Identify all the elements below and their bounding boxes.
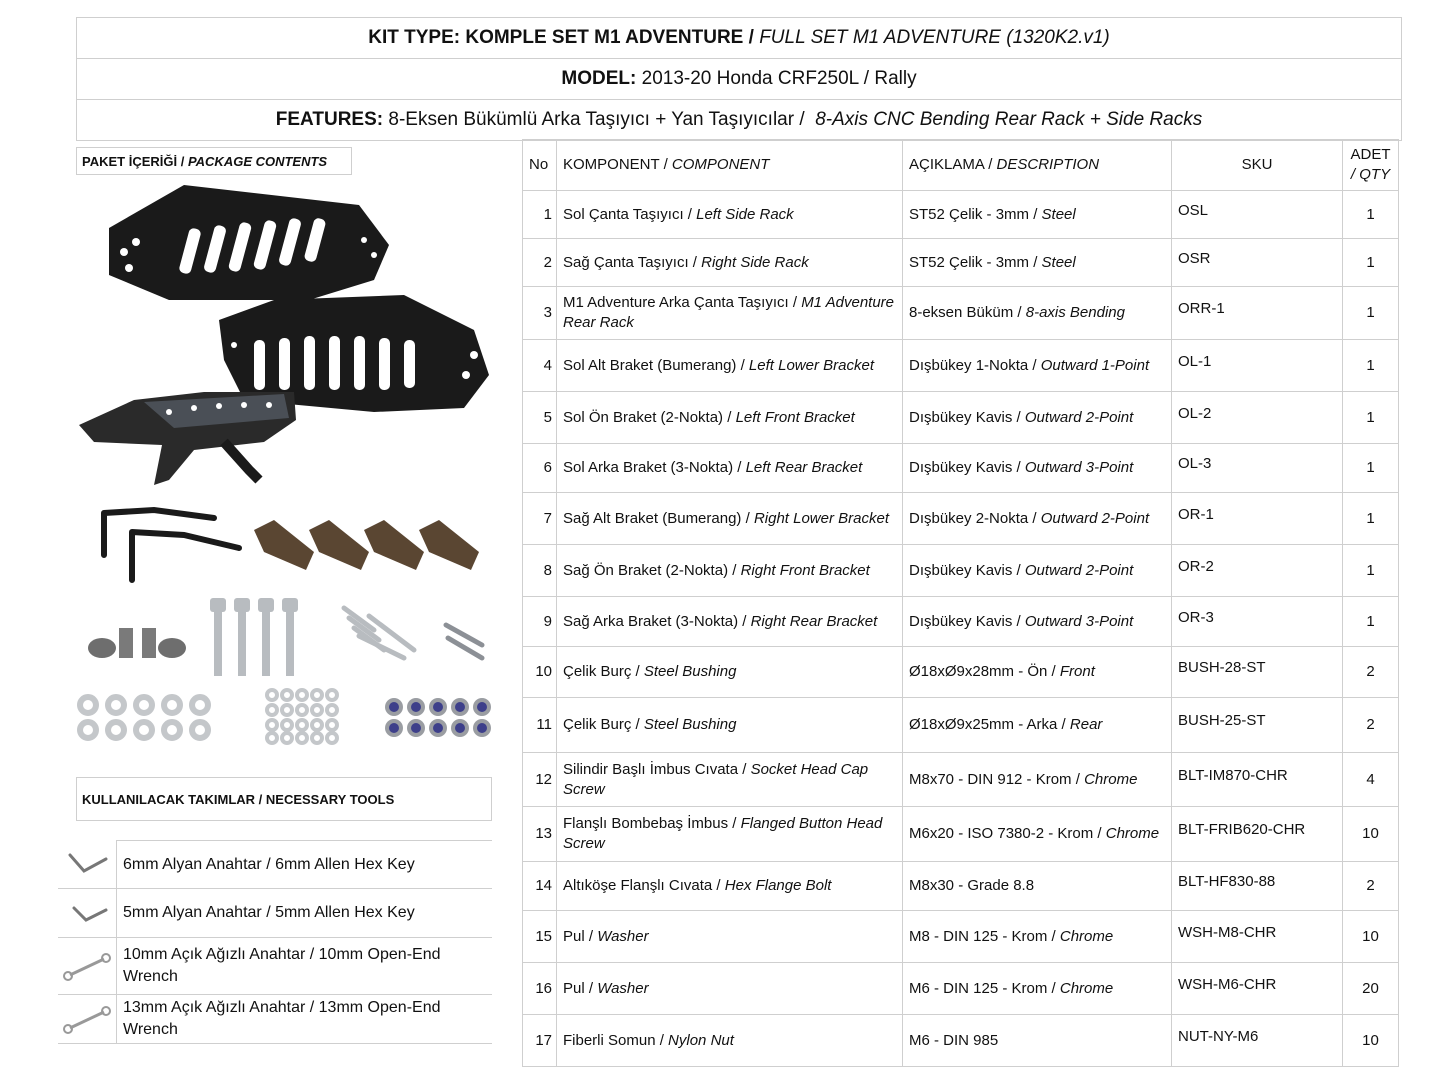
description-tr: M6 - DIN 985 (909, 1031, 999, 1049)
component-cell (557, 862, 903, 911)
component-en: Right Rear Bracket (750, 612, 878, 630)
row-number: 8 (523, 545, 557, 597)
sku-cell: OL-1 (1172, 340, 1343, 392)
kit-header (76, 17, 1402, 141)
description-cell (903, 340, 1172, 392)
sku-cell: OSR (1172, 239, 1343, 287)
component-cell (557, 647, 903, 698)
component-tr: Çelik Burç / (563, 663, 640, 680)
description-cell (903, 392, 1172, 444)
model-row (77, 59, 1401, 100)
table-row (523, 287, 1399, 340)
table-row (523, 647, 1399, 698)
component-en: Flanged Button Head Screw (563, 815, 883, 852)
component-en: Right Side Rack (701, 253, 809, 271)
description-tr: M8x70 - DIN 912 - Krom / (909, 770, 1080, 788)
description-cell (903, 698, 1172, 753)
wrench-icon (58, 938, 116, 994)
features-row (77, 100, 1401, 140)
features-label: FEATURES: (275, 109, 384, 130)
component-cell (557, 287, 903, 340)
description-tr: M8x30 - Grade 8.8 (909, 877, 1035, 894)
component-cell (557, 444, 903, 493)
component-en: Washer (597, 979, 649, 997)
m8-washers-image (80, 697, 208, 738)
component-tr: Sol Alt Braket (Bumerang) / (563, 356, 745, 374)
package-title-tr: PAKET İÇERİĞİ / (82, 153, 185, 169)
component-en: Socket Head Cap Screw (563, 760, 869, 798)
row-number: 3 (523, 287, 557, 340)
tool-label: 6mm Alyan Anahtar / 6mm Allen Hex Key (116, 840, 492, 888)
description-cell (903, 493, 1172, 545)
component-cell (557, 493, 903, 545)
hex-flange-bolts-image (446, 625, 482, 658)
qty-cell: 1 (1343, 444, 1399, 493)
component-en: M1 Adventure Rear Rack (563, 294, 895, 331)
description-cell (903, 444, 1172, 493)
qty-cell: 2 (1343, 647, 1399, 698)
component-tr: Sol Çanta Taşıyıcı / (563, 205, 692, 223)
row-number: 4 (523, 340, 557, 392)
table-row (523, 753, 1399, 807)
left-side-rack-image (109, 185, 389, 300)
description-cell (903, 647, 1172, 698)
lower-brackets-image (104, 510, 239, 580)
model-label: MODEL: (561, 68, 637, 89)
table-row (523, 392, 1399, 444)
component-en: Left Lower Bracket (748, 356, 874, 374)
component-tr: Sol Ön Braket (2-Nokta) / (563, 408, 732, 426)
description-tr: Dışbükey 1-Nokta / (909, 356, 1037, 374)
model-value: 2013-20 Honda CRF250L / Rally (641, 68, 917, 89)
qty-cell: 10 (1343, 807, 1399, 862)
description-tr: Dışbükey Kavis / (909, 612, 1021, 630)
description-cell (903, 1015, 1172, 1067)
component-cell (557, 597, 903, 647)
bushings-image (88, 628, 186, 658)
table-row (523, 963, 1399, 1015)
description-en: Outward 2-Point (1024, 408, 1134, 426)
component-tr: Silindir Başlı İmbus Cıvata / (563, 760, 747, 778)
component-cell (557, 911, 903, 963)
sku-cell: OR-2 (1172, 545, 1343, 597)
qty-cell: 1 (1343, 597, 1399, 647)
row-number: 12 (523, 753, 557, 807)
description-en: Rear (1069, 716, 1103, 733)
qty-cell: 1 (1343, 493, 1399, 545)
component-en: Steel Bushing (643, 716, 737, 733)
row-number: 10 (523, 647, 557, 698)
description-tr: ST52 Çelik - 3mm / (909, 253, 1038, 271)
table-row (523, 597, 1399, 647)
row-number: 17 (523, 1015, 557, 1067)
tool-item (58, 995, 492, 1044)
qty-cell: 1 (1343, 545, 1399, 597)
component-cell (557, 1015, 903, 1067)
component-tr: Sağ Alt Braket (Bumerang) / (563, 509, 750, 527)
description-cell (903, 862, 1172, 911)
description-en: Chrome (1084, 770, 1138, 788)
table-row (523, 807, 1399, 862)
table-header-row (523, 140, 1399, 191)
component-en: Left Rear Bracket (745, 459, 863, 476)
description-tr: ST52 Çelik - 3mm / (909, 205, 1038, 223)
button-head-screws-image (344, 608, 414, 658)
description-tr: Dışbükey Kavis / (909, 408, 1021, 426)
component-tr: Pul / (563, 927, 594, 945)
component-cell (557, 698, 903, 753)
row-number: 13 (523, 807, 557, 862)
row-number: 7 (523, 493, 557, 545)
description-en: Chrome (1105, 825, 1160, 842)
sku-cell: WSH-M8-CHR (1172, 911, 1343, 963)
table-row (523, 444, 1399, 493)
description-header: AÇIKLAMA / DESCRIPTION (903, 140, 1172, 191)
description-cell (903, 545, 1172, 597)
sku-cell: ORR-1 (1172, 287, 1343, 340)
sku-cell: OL-3 (1172, 444, 1343, 493)
row-number: 5 (523, 392, 557, 444)
wrench-icon (58, 995, 116, 1043)
description-tr: M6x20 - ISO 7380-2 - Krom / (909, 825, 1102, 842)
table-row (523, 1015, 1399, 1067)
tool-label: 5mm Alyan Anahtar / 5mm Allen Hex Key (116, 889, 492, 937)
tool-item (58, 938, 492, 995)
component-en: Left Front Bracket (735, 408, 855, 426)
tools-list (58, 840, 492, 1044)
component-cell (557, 239, 903, 287)
description-cell (903, 191, 1172, 239)
qty-cell: 10 (1343, 1015, 1399, 1067)
package-contents-image (74, 180, 494, 750)
description-tr: M6 - DIN 125 - Krom / (909, 979, 1056, 997)
row-number: 1 (523, 191, 557, 239)
sku-cell: BLT-HF830-88 (1172, 862, 1343, 911)
allen-key-icon (58, 840, 116, 888)
description-cell (903, 963, 1172, 1015)
component-en: Washer (597, 927, 649, 945)
component-cell (557, 392, 903, 444)
component-header: KOMPONENT / COMPONENT (557, 140, 903, 191)
qty-cell: 1 (1343, 287, 1399, 340)
nylon-nuts-image (385, 698, 491, 737)
row-number: 11 (523, 698, 557, 753)
description-tr: Dışbükey 2-Nokta / (909, 509, 1037, 527)
description-tr: 8-eksen Büküm / (909, 304, 1022, 321)
component-tr: Sağ Çanta Taşıyıcı / (563, 253, 697, 271)
description-tr: Ø18xØ9x25mm - Arka / (909, 716, 1066, 733)
description-tr: Dışbükey Kavis / (909, 561, 1021, 579)
necessary-tools-title: KULLANILACAK TAKIMLAR / NECESSARY TOOLS (76, 777, 492, 821)
component-en: Hex Flange Bolt (724, 877, 832, 894)
socket-head-bolts-image (210, 598, 298, 676)
sku-cell: BUSH-28-ST (1172, 647, 1343, 698)
component-en: Right Front Bracket (740, 561, 870, 579)
component-en: Right Lower Bracket (753, 509, 889, 527)
qty-cell: 1 (1343, 392, 1399, 444)
front-rear-brackets-image (254, 520, 479, 570)
package-title-en: PACKAGE CONTENTS (187, 153, 328, 169)
tool-item (58, 889, 492, 938)
sku-cell: OL-2 (1172, 392, 1343, 444)
description-en: Outward 3-Point (1024, 612, 1134, 630)
table-row (523, 698, 1399, 753)
row-number: 9 (523, 597, 557, 647)
description-en: Outward 3-Point (1024, 459, 1134, 476)
component-tr: Altıköşe Flanşlı Cıvata / (563, 877, 721, 894)
component-tr: Sağ Ön Braket (2-Nokta) / (563, 561, 737, 579)
tool-item (58, 840, 492, 889)
description-en: Outward 1-Point (1040, 356, 1150, 374)
features-en: 8-Axis CNC Bending Rear Rack + Side Racks (815, 109, 1203, 130)
component-tr: Sol Arka Braket (3-Nokta) / (563, 459, 742, 476)
description-cell (903, 911, 1172, 963)
no-header: No (523, 140, 557, 191)
description-en: 8-axis Bending (1025, 304, 1125, 321)
qty-cell: 2 (1343, 698, 1399, 753)
description-tr: M8 - DIN 125 - Krom / (909, 927, 1056, 945)
component-tr: M1 Adventure Arka Çanta Taşıyıcı / (563, 294, 798, 311)
row-number: 15 (523, 911, 557, 963)
sku-cell: OR-1 (1172, 493, 1343, 545)
row-number: 16 (523, 963, 557, 1015)
description-tr: Dışbükey Kavis / (909, 459, 1021, 476)
description-cell (903, 597, 1172, 647)
qty-cell: 4 (1343, 753, 1399, 807)
component-en: Nylon Nut (668, 1031, 734, 1049)
component-cell (557, 963, 903, 1015)
component-tr: Çelik Burç / (563, 716, 640, 733)
description-en: Outward 2-Point (1024, 561, 1134, 579)
tool-label: 10mm Açık Ağızlı Anahtar / 10mm Open-End Wrench (116, 938, 492, 994)
row-number: 14 (523, 862, 557, 911)
sku-cell: BLT-IM870-CHR (1172, 753, 1343, 807)
table-row (523, 545, 1399, 597)
description-cell (903, 287, 1172, 340)
table-row (523, 493, 1399, 545)
sku-cell: OR-3 (1172, 597, 1343, 647)
components-table (522, 139, 1399, 1067)
description-en: Front (1059, 663, 1095, 680)
component-cell (557, 753, 903, 807)
rear-rack-image (79, 392, 296, 485)
package-contents-title (76, 147, 352, 175)
sku-cell: NUT-NY-M6 (1172, 1015, 1343, 1067)
component-cell (557, 191, 903, 239)
table-row (523, 239, 1399, 287)
kit-type-value: FULL SET M1 ADVENTURE (1320K2.v1) (759, 27, 1110, 48)
table-row (523, 862, 1399, 911)
description-en: Steel (1041, 205, 1076, 223)
qty-header: ADET / QTY (1343, 140, 1399, 191)
table-row (523, 911, 1399, 963)
description-en: Outward 2-Point (1040, 509, 1150, 527)
row-number: 2 (523, 239, 557, 287)
features-tr: 8-Eksen Bükümlü Arka Taşıyıcı + Yan Taşıyıcılar / (388, 109, 805, 130)
component-cell (557, 340, 903, 392)
description-cell (903, 807, 1172, 862)
qty-cell: 20 (1343, 963, 1399, 1015)
sku-header: SKU (1172, 140, 1343, 191)
sku-cell: BUSH-25-ST (1172, 698, 1343, 753)
kit-type-label: KIT TYPE: KOMPLE SET M1 ADVENTURE / (368, 27, 754, 48)
description-cell (903, 753, 1172, 807)
qty-cell: 10 (1343, 911, 1399, 963)
component-tr: Pul / (563, 979, 594, 997)
description-en: Chrome (1059, 927, 1114, 945)
tool-label: 13mm Açık Ağızlı Anahtar / 13mm Open-End Wrench (116, 995, 492, 1043)
description-cell (903, 239, 1172, 287)
component-tr: Flanşlı Bombebaş İmbus / (563, 815, 737, 832)
components-table-body (523, 191, 1399, 1067)
qty-cell: 2 (1343, 862, 1399, 911)
kit-type-row (77, 18, 1401, 59)
component-en: Steel Bushing (643, 663, 737, 680)
m6-washers-image (267, 690, 337, 743)
description-tr: Ø18xØ9x28mm - Ön / (909, 663, 1056, 680)
component-tr: Fiberli Somun / (563, 1031, 664, 1049)
component-cell (557, 807, 903, 862)
sku-cell: OSL (1172, 191, 1343, 239)
row-number: 6 (523, 444, 557, 493)
qty-cell: 1 (1343, 239, 1399, 287)
allen-key-icon (58, 889, 116, 937)
qty-cell: 1 (1343, 340, 1399, 392)
component-tr: Sağ Arka Braket (3-Nokta) / (563, 612, 747, 630)
description-en: Steel (1041, 253, 1076, 271)
description-en: Chrome (1059, 979, 1114, 997)
qty-cell: 1 (1343, 191, 1399, 239)
component-en: Left Side Rack (696, 205, 794, 223)
component-cell (557, 545, 903, 597)
table-row (523, 191, 1399, 239)
sku-cell: WSH-M6-CHR (1172, 963, 1343, 1015)
table-row (523, 340, 1399, 392)
sku-cell: BLT-FRIB620-CHR (1172, 807, 1343, 862)
